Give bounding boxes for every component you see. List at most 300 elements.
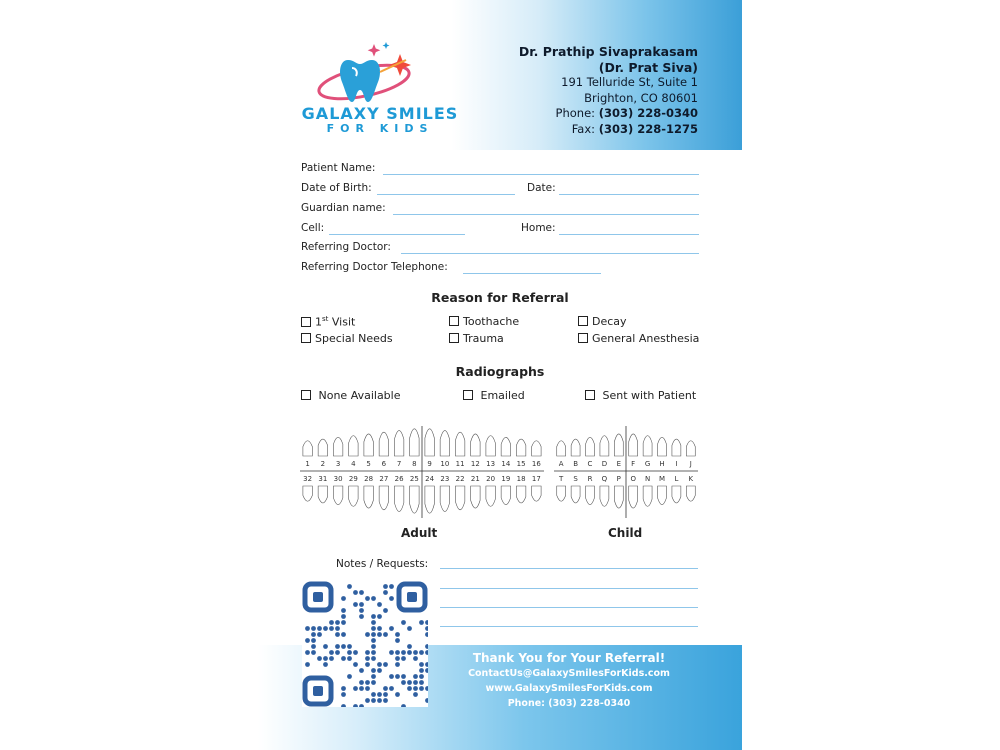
qr-module bbox=[383, 692, 388, 697]
qr-module bbox=[317, 632, 322, 637]
qr-module bbox=[341, 620, 346, 625]
tooth-number: 4 bbox=[351, 460, 356, 468]
qr-module bbox=[305, 626, 310, 631]
cell-label: Cell: bbox=[301, 222, 325, 234]
qr-module bbox=[383, 698, 388, 703]
thanks-text: Thank You for Your Referral! bbox=[472, 651, 666, 665]
tooth-number: 22 bbox=[455, 475, 465, 483]
checkbox-icon[interactable] bbox=[301, 333, 311, 343]
qr-module bbox=[395, 632, 400, 637]
qr-module bbox=[413, 650, 418, 655]
qr-module bbox=[329, 626, 334, 631]
qr-module bbox=[341, 632, 346, 637]
tooth-number: 18 bbox=[516, 475, 526, 483]
toothache-label: Toothache bbox=[463, 315, 520, 328]
tooth-number: G bbox=[644, 460, 651, 468]
qr-module bbox=[425, 662, 428, 667]
checkbox-none-available[interactable] bbox=[301, 389, 400, 402]
qr-module bbox=[401, 650, 406, 655]
emailed-label: Emailed bbox=[480, 389, 525, 402]
qr-module bbox=[371, 638, 376, 643]
qr-module bbox=[377, 668, 382, 673]
qr-module bbox=[419, 662, 424, 667]
upper-tooth[interactable] bbox=[486, 436, 495, 456]
qr-module bbox=[341, 644, 346, 649]
qr-module bbox=[383, 632, 388, 637]
qr-module bbox=[335, 620, 340, 625]
qr-module bbox=[311, 626, 316, 631]
qr-module bbox=[359, 686, 364, 691]
upper-tooth[interactable] bbox=[672, 439, 681, 456]
tooth-number: S bbox=[573, 475, 578, 483]
qr-module bbox=[371, 596, 376, 601]
qr-module bbox=[365, 686, 370, 691]
qr-module bbox=[383, 590, 388, 595]
lower-tooth[interactable] bbox=[658, 486, 667, 505]
dob-row bbox=[301, 182, 699, 198]
tooth-number: 27 bbox=[379, 475, 389, 483]
tooth-number: P bbox=[616, 475, 621, 483]
tooth-number: 30 bbox=[333, 475, 343, 483]
upper-tooth[interactable] bbox=[349, 436, 358, 456]
sent-label: Sent with Patient bbox=[602, 389, 697, 402]
lower-tooth[interactable] bbox=[643, 486, 652, 506]
qr-module bbox=[407, 626, 412, 631]
qr-module bbox=[419, 668, 424, 673]
phone-row bbox=[519, 106, 698, 122]
lower-tooth[interactable] bbox=[571, 486, 580, 503]
upper-tooth[interactable] bbox=[303, 441, 312, 456]
tooth-number: F bbox=[631, 460, 636, 468]
qr-module bbox=[425, 650, 428, 655]
contact-email[interactable]: ContactUs@GalaxySmilesForKids.com bbox=[468, 668, 670, 679]
tooth-number: 10 bbox=[440, 460, 450, 468]
tooth-number: 26 bbox=[394, 475, 404, 483]
qr-module bbox=[371, 626, 376, 631]
tooth-number: H bbox=[659, 460, 665, 468]
checkbox-trauma[interactable] bbox=[449, 332, 504, 345]
qr-module bbox=[347, 644, 352, 649]
checkbox-toothache[interactable] bbox=[449, 315, 519, 328]
qr-module bbox=[413, 674, 418, 679]
phone-number[interactable]: (303) 228-0340 bbox=[598, 106, 698, 120]
qr-module bbox=[407, 644, 412, 649]
lower-tooth[interactable] bbox=[303, 486, 312, 501]
qr-module bbox=[329, 620, 334, 625]
guardian-field[interactable] bbox=[393, 214, 699, 215]
qr-module bbox=[353, 662, 358, 667]
tooth-number: N bbox=[644, 475, 651, 483]
qr-module bbox=[311, 644, 316, 649]
qr-module bbox=[413, 656, 418, 661]
tooth-number: D bbox=[601, 460, 608, 468]
qr-module bbox=[347, 650, 352, 655]
radiographs-title: Radiographs bbox=[455, 364, 545, 379]
upper-tooth[interactable] bbox=[364, 434, 373, 456]
checkbox-icon[interactable] bbox=[585, 390, 595, 400]
tooth-number: 21 bbox=[470, 475, 480, 483]
qr-module bbox=[383, 686, 388, 691]
qr-module bbox=[425, 626, 428, 631]
fax-row bbox=[519, 122, 698, 138]
decay-label: Decay bbox=[592, 315, 627, 328]
qr-module bbox=[365, 632, 370, 637]
tooth-number: 28 bbox=[364, 475, 374, 483]
ref-doctor-label: Referring Doctor: bbox=[301, 241, 391, 253]
patient-name-field[interactable] bbox=[383, 174, 699, 175]
tooth-number: Q bbox=[601, 475, 608, 483]
qr-module bbox=[389, 674, 394, 679]
qr-module bbox=[407, 686, 412, 691]
qr-module bbox=[341, 614, 346, 619]
tooth-number: R bbox=[587, 475, 593, 483]
checkbox-icon[interactable] bbox=[301, 317, 311, 327]
qr-module bbox=[371, 692, 376, 697]
checkbox-icon[interactable] bbox=[578, 333, 588, 343]
anesthesia-label: General Anesthesia bbox=[592, 332, 700, 345]
qr-module bbox=[365, 698, 370, 703]
qr-module bbox=[347, 584, 352, 589]
qr-module bbox=[335, 626, 340, 631]
qr-module bbox=[335, 632, 340, 637]
qr-module bbox=[311, 638, 316, 643]
upper-tooth[interactable] bbox=[686, 441, 695, 456]
child-label: Child bbox=[608, 526, 643, 540]
qr-code-icon[interactable] bbox=[302, 581, 428, 707]
tooth-number: L bbox=[674, 475, 679, 483]
tooth-number: 1 bbox=[305, 460, 310, 468]
footer-phone[interactable]: Phone: (303) 228-0340 bbox=[507, 698, 631, 709]
adult-label: Adult bbox=[401, 526, 438, 540]
lower-tooth[interactable] bbox=[471, 486, 480, 508]
upper-tooth[interactable] bbox=[440, 431, 449, 456]
qr-module bbox=[389, 596, 394, 601]
upper-tooth[interactable] bbox=[614, 434, 623, 456]
qr-module bbox=[389, 626, 394, 631]
qr-module bbox=[401, 674, 406, 679]
tooth-number: 19 bbox=[501, 475, 511, 483]
tooth-number: 31 bbox=[318, 475, 328, 483]
qr-module bbox=[389, 650, 394, 655]
child-tooth-chart bbox=[554, 422, 698, 522]
guardian-label: Guardian name: bbox=[301, 202, 386, 214]
ref-phone-field[interactable] bbox=[463, 273, 601, 274]
tooth-number: 3 bbox=[335, 460, 341, 468]
qr-module bbox=[371, 632, 376, 637]
qr-module bbox=[377, 692, 382, 697]
fax-label: Fax: bbox=[571, 121, 596, 136]
qr-module bbox=[341, 692, 346, 697]
tooth-number: 20 bbox=[486, 475, 496, 483]
qr-module bbox=[341, 596, 346, 601]
lower-tooth[interactable] bbox=[586, 486, 595, 505]
checkbox-icon[interactable] bbox=[449, 316, 459, 326]
qr-module bbox=[377, 626, 382, 631]
qr-module bbox=[359, 704, 364, 707]
lower-tooth[interactable] bbox=[629, 486, 638, 508]
qr-module bbox=[377, 614, 382, 619]
qr-module bbox=[395, 650, 400, 655]
lower-tooth[interactable] bbox=[672, 486, 681, 503]
checkbox-icon[interactable] bbox=[449, 333, 459, 343]
qr-module bbox=[317, 626, 322, 631]
qr-module bbox=[395, 656, 400, 661]
lower-tooth[interactable] bbox=[425, 486, 434, 513]
qr-module bbox=[365, 656, 370, 661]
lower-tooth[interactable] bbox=[379, 486, 388, 510]
upper-tooth[interactable] bbox=[532, 441, 541, 456]
lower-tooth[interactable] bbox=[557, 486, 566, 501]
upper-tooth[interactable] bbox=[318, 439, 327, 456]
upper-tooth[interactable] bbox=[425, 429, 434, 456]
notes-line-3[interactable] bbox=[440, 607, 698, 608]
qr-module bbox=[401, 680, 406, 685]
upper-tooth[interactable] bbox=[586, 437, 595, 456]
qr-module bbox=[359, 614, 364, 619]
qr-module bbox=[311, 632, 316, 637]
lower-tooth[interactable] bbox=[333, 486, 342, 505]
upper-tooth[interactable] bbox=[455, 432, 464, 456]
home-field[interactable] bbox=[559, 234, 699, 235]
qr-module bbox=[413, 686, 418, 691]
qr-module bbox=[353, 602, 358, 607]
qr-module bbox=[305, 650, 310, 655]
upper-tooth[interactable] bbox=[501, 437, 510, 456]
doctor-alias: (Dr. Prat Siva) bbox=[598, 59, 698, 75]
tooth-number: 32 bbox=[303, 475, 313, 483]
patient-name-label: Patient Name: bbox=[301, 162, 376, 174]
qr-module bbox=[359, 680, 364, 685]
qr-module bbox=[371, 614, 376, 619]
qr-module bbox=[425, 686, 428, 691]
qr-module bbox=[323, 662, 328, 667]
tooth-number: T bbox=[559, 475, 564, 483]
tooth-number: 9 bbox=[427, 460, 432, 468]
lower-tooth[interactable] bbox=[532, 486, 541, 501]
qr-module bbox=[341, 608, 346, 613]
qr-module bbox=[425, 620, 428, 625]
lower-tooth[interactable] bbox=[486, 486, 495, 506]
special-needs-label: Special Needs bbox=[315, 332, 393, 345]
qr-module bbox=[401, 704, 406, 707]
qr-module bbox=[419, 650, 424, 655]
upper-tooth[interactable] bbox=[658, 437, 667, 456]
date-label: Date: bbox=[527, 182, 556, 194]
qr-module bbox=[341, 686, 346, 691]
tooth-number: 13 bbox=[486, 460, 496, 468]
checkbox-icon[interactable] bbox=[301, 390, 311, 400]
upper-tooth[interactable] bbox=[629, 434, 638, 456]
qr-module bbox=[323, 644, 328, 649]
qr-module bbox=[323, 626, 328, 631]
practice-address bbox=[519, 44, 698, 137]
tooth-number: 12 bbox=[470, 460, 480, 468]
first-visit-label: Visit bbox=[328, 315, 356, 329]
qr-module bbox=[371, 698, 376, 703]
dob-field[interactable] bbox=[377, 194, 515, 195]
qr-module bbox=[383, 608, 388, 613]
qr-module bbox=[353, 650, 358, 655]
ref-phone-row bbox=[301, 261, 699, 277]
lower-tooth[interactable] bbox=[410, 486, 419, 513]
tooth-number: C bbox=[587, 460, 593, 468]
qr-module bbox=[371, 656, 376, 661]
qr-module bbox=[359, 668, 364, 673]
qr-module bbox=[335, 650, 340, 655]
qr-module bbox=[395, 692, 400, 697]
tooth-number: 29 bbox=[348, 475, 358, 483]
qr-module bbox=[395, 674, 400, 679]
qr-module bbox=[377, 662, 382, 667]
qr-finder-center bbox=[407, 592, 417, 602]
qr-module bbox=[389, 584, 394, 589]
tooth-number: K bbox=[688, 475, 694, 483]
qr-module bbox=[413, 692, 418, 697]
checkbox-first-visit[interactable] bbox=[301, 315, 355, 329]
notes-line-2[interactable] bbox=[440, 588, 698, 589]
qr-module bbox=[347, 656, 352, 661]
tooth-number: 5 bbox=[366, 460, 371, 468]
qr-module bbox=[365, 680, 370, 685]
qr-module bbox=[365, 650, 370, 655]
doctor-name: Dr. Prathip Sivaprakasam bbox=[518, 44, 698, 59]
upper-tooth[interactable] bbox=[410, 429, 419, 456]
upper-tooth[interactable] bbox=[571, 439, 580, 456]
checkbox-decay[interactable] bbox=[578, 315, 627, 328]
qr-module bbox=[425, 668, 428, 673]
notes-line-4[interactable] bbox=[440, 626, 698, 627]
lower-tooth[interactable] bbox=[318, 486, 327, 503]
tooth-number: J bbox=[689, 460, 692, 468]
checkbox-icon[interactable] bbox=[463, 390, 473, 400]
first-visit-num: 1 bbox=[315, 315, 322, 329]
qr-module bbox=[425, 632, 428, 637]
checkbox-special-needs[interactable] bbox=[301, 332, 393, 345]
tooth-number: 23 bbox=[440, 475, 450, 483]
qr-module bbox=[407, 650, 412, 655]
referral-form bbox=[258, 0, 742, 750]
qr-module bbox=[407, 680, 412, 685]
tooth-number: 16 bbox=[531, 460, 541, 468]
qr-finder-center bbox=[313, 592, 323, 602]
lower-tooth[interactable] bbox=[455, 486, 464, 510]
qr-module bbox=[377, 632, 382, 637]
tooth-number: 8 bbox=[412, 460, 417, 468]
upper-tooth[interactable] bbox=[600, 436, 609, 456]
tooth-number: 14 bbox=[501, 460, 511, 468]
tooth-number: B bbox=[573, 460, 579, 468]
qr-module bbox=[329, 650, 334, 655]
qr-module bbox=[401, 656, 406, 661]
upper-tooth[interactable] bbox=[516, 439, 525, 456]
lower-tooth[interactable] bbox=[614, 486, 623, 508]
qr-module bbox=[419, 620, 424, 625]
home-label: Home: bbox=[521, 222, 556, 234]
fax-number: (303) 228-1275 bbox=[598, 121, 698, 136]
qr-module bbox=[395, 662, 400, 667]
upper-tooth[interactable] bbox=[394, 431, 403, 456]
qr-module bbox=[305, 662, 310, 667]
city: Brighton, CO 80601 bbox=[584, 90, 698, 105]
qr-finder-center bbox=[313, 686, 323, 696]
ref-doctor-field[interactable] bbox=[401, 253, 699, 254]
lower-tooth[interactable] bbox=[440, 486, 449, 511]
tooth-number: E bbox=[616, 460, 622, 468]
tooth-number: M bbox=[658, 475, 666, 483]
lower-tooth[interactable] bbox=[516, 486, 525, 503]
qr-module bbox=[353, 590, 358, 595]
qr-module bbox=[419, 686, 424, 691]
qr-module bbox=[413, 680, 418, 685]
website-link[interactable]: www.GalaxySmilesForKids.com bbox=[485, 683, 653, 694]
lower-tooth[interactable] bbox=[686, 486, 695, 501]
qr-module bbox=[383, 662, 388, 667]
upper-tooth[interactable] bbox=[557, 441, 566, 456]
qr-module bbox=[419, 674, 424, 679]
upper-tooth[interactable] bbox=[471, 434, 480, 456]
reason-title: Reason for Referral bbox=[431, 290, 569, 305]
qr-module bbox=[365, 596, 370, 601]
tooth-number: I bbox=[675, 460, 678, 468]
ref-phone-label: Referring Doctor Telephone: bbox=[301, 261, 448, 273]
qr-module bbox=[335, 644, 340, 649]
lower-tooth[interactable] bbox=[501, 486, 510, 505]
date-field[interactable] bbox=[559, 194, 699, 195]
phone-label: Phone: bbox=[555, 106, 596, 120]
lower-tooth[interactable] bbox=[394, 486, 403, 511]
upper-tooth[interactable] bbox=[333, 437, 342, 456]
tooth-number: 6 bbox=[381, 460, 387, 468]
qr-module bbox=[353, 704, 358, 707]
lower-tooth[interactable] bbox=[349, 486, 358, 506]
tooth-number: 15 bbox=[516, 460, 526, 468]
checkbox-sent-with-patient[interactable] bbox=[585, 389, 696, 402]
checkbox-general-anesthesia[interactable] bbox=[578, 332, 699, 345]
patient-name-row bbox=[301, 162, 699, 178]
qr-module bbox=[359, 608, 364, 613]
tooth-number: A bbox=[558, 460, 564, 468]
ref-doctor-row bbox=[301, 241, 699, 257]
logo-subtitle: FOR KIDS bbox=[326, 122, 434, 135]
checkbox-icon[interactable] bbox=[578, 316, 588, 326]
qr-module bbox=[317, 656, 322, 661]
qr-module bbox=[371, 674, 376, 679]
upper-tooth[interactable] bbox=[643, 436, 652, 456]
qr-module bbox=[371, 668, 376, 673]
notes-line-1[interactable] bbox=[440, 568, 698, 569]
qr-module bbox=[425, 698, 428, 703]
tooth-number: 17 bbox=[531, 475, 541, 483]
phone-fields-row bbox=[301, 222, 699, 238]
lower-tooth[interactable] bbox=[600, 486, 609, 506]
qr-module bbox=[395, 638, 400, 643]
dob-label: Date of Birth: bbox=[301, 182, 372, 194]
upper-tooth[interactable] bbox=[379, 432, 388, 456]
checkbox-emailed[interactable] bbox=[463, 389, 525, 402]
tooth-number: 11 bbox=[455, 460, 465, 468]
qr-module bbox=[359, 602, 364, 607]
qr-module bbox=[371, 680, 376, 685]
qr-module bbox=[401, 620, 406, 625]
qr-module bbox=[359, 590, 364, 595]
cell-field[interactable] bbox=[329, 234, 465, 235]
street: 191 Telluride St, Suite 1 bbox=[561, 75, 698, 89]
qr-module bbox=[365, 662, 370, 667]
tooth-number: 2 bbox=[320, 460, 326, 468]
qr-module bbox=[377, 698, 382, 703]
qr-module bbox=[341, 656, 346, 661]
lower-tooth[interactable] bbox=[364, 486, 373, 508]
